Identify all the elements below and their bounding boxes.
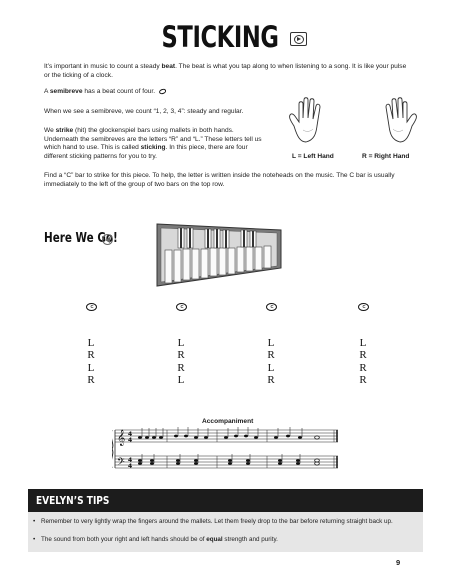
strike-mid: (hit) the glockenspiel bars using mallets in both hands. Underneath the semibreves are the letters “R” and “L.” These letters tell us which hand to use. This is called bbox=[44, 127, 262, 152]
tip-2 bbox=[41, 536, 416, 544]
sticking-letter: R bbox=[177, 361, 185, 374]
left-hand-icon bbox=[286, 96, 336, 148]
sticking-pattern-1 bbox=[81, 337, 101, 386]
left-hand-label: L = Left Hand bbox=[292, 153, 334, 160]
video-play-icon[interactable] bbox=[290, 32, 307, 46]
page-number: 9 bbox=[396, 558, 401, 567]
tip-2-post: strength and purity. bbox=[222, 536, 278, 543]
tip-bullet: • bbox=[33, 536, 36, 543]
strike-post: . In this piece, there are four different sticking patterns for you to try. bbox=[44, 144, 248, 160]
whole-note-icon bbox=[159, 88, 167, 95]
accompaniment-score bbox=[112, 426, 342, 480]
svg-text:4: 4 bbox=[128, 437, 133, 444]
sticking-letter: R bbox=[267, 373, 275, 386]
strike-pre: We bbox=[44, 127, 56, 134]
sticking-pattern-3 bbox=[261, 337, 281, 386]
c-notehead-2 bbox=[176, 303, 187, 311]
find-c-paragraph: Find a “C” bar to strike for this piece. To help, the letter is written inside the noteheads on the music. The C bar is usually immediately to the left of the group of two bars on the top row. bbox=[44, 172, 395, 188]
strike-paragraph bbox=[44, 127, 266, 161]
semibreve-paragraph bbox=[44, 88, 284, 97]
sticking-letter: L bbox=[87, 337, 95, 349]
section-title: Here We Go! bbox=[44, 231, 118, 246]
sticking-letter: R bbox=[87, 373, 95, 386]
sticking-letter: L bbox=[267, 337, 275, 349]
c-notehead-3 bbox=[266, 303, 277, 311]
glockenspiel-illustration bbox=[155, 220, 287, 290]
tips-box bbox=[28, 512, 423, 552]
bass-clef-icon: 𝄢 bbox=[117, 456, 125, 470]
sticking-letter: R bbox=[359, 373, 367, 386]
right-hand-icon bbox=[370, 96, 420, 148]
sticking-letter: R bbox=[359, 361, 367, 374]
treble-notes bbox=[138, 435, 319, 440]
sticking-letter: L bbox=[177, 373, 185, 386]
tip-2-bold: equal bbox=[206, 536, 223, 543]
svg-text:4: 4 bbox=[128, 463, 133, 470]
accompaniment-label: Accompaniment bbox=[202, 418, 254, 425]
sticking-letter: L bbox=[87, 361, 95, 374]
treble-clef-icon: 𝄞 bbox=[117, 430, 126, 446]
note-letter: C bbox=[90, 304, 94, 309]
speaker-icon[interactable] bbox=[102, 234, 113, 245]
tips-header bbox=[28, 489, 423, 512]
intro-text-post: . The beat is what you tap along to when listening to a song. It is like your pulse or the ticking of a clock. bbox=[44, 63, 407, 79]
tip-2-pre: The sound from both your right and left hands should be of bbox=[41, 536, 207, 543]
strike-term: strike bbox=[55, 127, 74, 134]
svg-text:4: 4 bbox=[128, 457, 133, 464]
sticking-letter: L bbox=[267, 361, 275, 374]
semibreve-term: semibreve bbox=[49, 88, 83, 95]
note-letter: C bbox=[180, 304, 184, 309]
intro-beat-term: beat bbox=[161, 63, 176, 70]
sticking-letter: R bbox=[267, 349, 275, 362]
page-title: STICKING bbox=[161, 20, 280, 54]
right-hand-label: R = Right Hand bbox=[362, 153, 410, 160]
tip-1: Remember to very lightly wrap the fingers around the mallets. Let them freely drop to the bar before returning straight back up. bbox=[41, 518, 393, 525]
sticking-pattern-4 bbox=[353, 337, 373, 386]
note-letter: C bbox=[270, 304, 274, 309]
sticking-pattern-2 bbox=[171, 337, 191, 386]
c-notehead-1 bbox=[86, 303, 97, 311]
sticking-letter: R bbox=[87, 349, 95, 362]
sticking-letter: R bbox=[359, 349, 367, 362]
count-paragraph: When we see a semibreve, we count “1, 2, 3, 4”: steady and regular. bbox=[44, 108, 244, 115]
sticking-letter: L bbox=[177, 337, 185, 349]
tip-bullet: • bbox=[33, 518, 36, 525]
title-row bbox=[0, 20, 452, 54]
intro-paragraph bbox=[44, 63, 409, 80]
tips-title: EVELYN’S TIPS bbox=[36, 494, 110, 507]
sticking-letter: L bbox=[359, 337, 367, 349]
intro-text-pre: It’s important in music to count a steady bbox=[44, 63, 162, 70]
sticking-term: sticking bbox=[140, 144, 166, 152]
note-letter: C bbox=[362, 304, 366, 309]
svg-text:4: 4 bbox=[128, 431, 133, 438]
sticking-letter: R bbox=[177, 349, 185, 362]
c-notehead-4 bbox=[358, 303, 369, 311]
semibreve-post: has a beat count of four. bbox=[82, 88, 156, 95]
semibreve-pre: A bbox=[44, 88, 50, 95]
